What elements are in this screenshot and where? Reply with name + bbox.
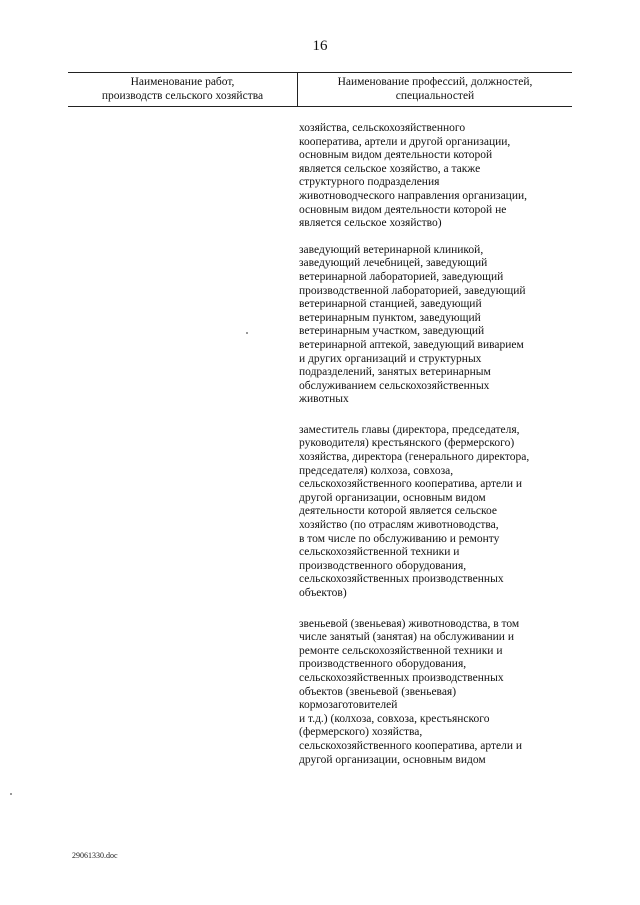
column-header-professions-line: специальностей (395, 90, 475, 102)
text-line: (фермерского) хозяйства, (299, 726, 423, 739)
column-header-works-line: Наименование работ, (130, 76, 235, 88)
scan-speck (10, 793, 12, 795)
document-filename: 29061330.doc (72, 851, 118, 860)
text-line: числе занятый (занятая) на обслуживании и (299, 631, 514, 644)
text-line: руководителя) крестьянского (фермерского) (299, 437, 515, 450)
text-line: кооператива, артели и другой организации, (299, 135, 511, 148)
text-line: ветеринарной лабораторией, заведующий (299, 270, 504, 283)
professions-column (299, 122, 569, 767)
column-header-works-line: производств сельского хозяйства (101, 90, 264, 102)
column-header-professions-line: Наименование профессий, должностей, (337, 76, 533, 88)
text-line: подразделений, занятых ветеринарным (299, 366, 491, 379)
text-line: заведующий ветеринарной клиникой, (299, 243, 484, 256)
text-line: производственного оборудования, (299, 658, 467, 671)
text-line: является сельское хозяйство, а также (299, 162, 481, 175)
text-line: ветеринарным пунктом, заведующий (299, 311, 481, 324)
text-line: хозяйства, сельскохозяйственного (299, 122, 466, 134)
text-line: животноводческого направления организации, (299, 189, 528, 202)
text-line: ветеринарной станцией, заведующий (299, 298, 482, 311)
text-line: сельскохозяйственного кооператива, артели и (299, 478, 523, 491)
text-line: структурного подразделения (299, 176, 440, 189)
text-line: обслуживанием сельскохозяйственных (299, 379, 490, 392)
text-line: объектов) (299, 587, 347, 599)
text-line: животных (299, 393, 349, 406)
text-line: заведующий лечебницей, заведующий (299, 257, 488, 270)
profession-paragraph (299, 618, 569, 768)
page-number: 16 (312, 38, 328, 54)
text-line: основным видом деятельности которой не (299, 203, 507, 216)
text-line: председателя) колхоза, совхоза, (299, 464, 454, 477)
text-line: сельскохозяйственных производственных (299, 573, 504, 586)
column-header-professions (298, 73, 572, 106)
text-line: производственной лабораторией, заведующий (299, 284, 526, 297)
text-line: хозяйство (по отраслям животноводства, (299, 519, 499, 532)
column-header-works (68, 73, 298, 106)
text-line: ветеринарной аптекой, заведующий виварием (299, 338, 524, 351)
text-line: звеньевой (звеньевая) животноводства, в том (299, 617, 520, 630)
profession-paragraph (299, 244, 569, 407)
profession-paragraph (299, 122, 569, 231)
text-line: производственного оборудования, (299, 559, 467, 572)
text-line: ремонте сельскохозяйственной техники и (299, 644, 503, 657)
profession-paragraph (299, 424, 569, 601)
text-line: ветеринарным участком, заведующий (299, 325, 485, 338)
text-line: сельскохозяйственного кооператива, артели и (299, 739, 523, 752)
text-line: и других организаций и структурных (299, 352, 482, 365)
text-line: основным видом деятельности которой (299, 149, 493, 162)
table-header (68, 72, 572, 107)
text-line: заместитель главы (директора, председателя, (299, 423, 520, 436)
text-line: другой организации, основным видом (299, 491, 486, 504)
scan-speck (246, 332, 248, 334)
text-line: сельскохозяйственной техники и (299, 546, 460, 559)
text-line: объектов (звеньевой (звеньевая) (299, 685, 457, 698)
text-line: в том числе по обслуживанию и ремонту (299, 532, 500, 545)
text-line: сельскохозяйственных производственных (299, 671, 504, 684)
text-line: является сельское хозяйство) (299, 217, 442, 230)
text-line: и т.д.) (колхоза, совхоза, крестьянского (299, 712, 490, 725)
text-line: другой организации, основным видом (299, 753, 486, 766)
text-line: кормозаготовителей (299, 699, 398, 712)
text-line: деятельности которой является сельское (299, 505, 498, 518)
text-line: хозяйства, директора (генерального директора, (299, 451, 530, 464)
